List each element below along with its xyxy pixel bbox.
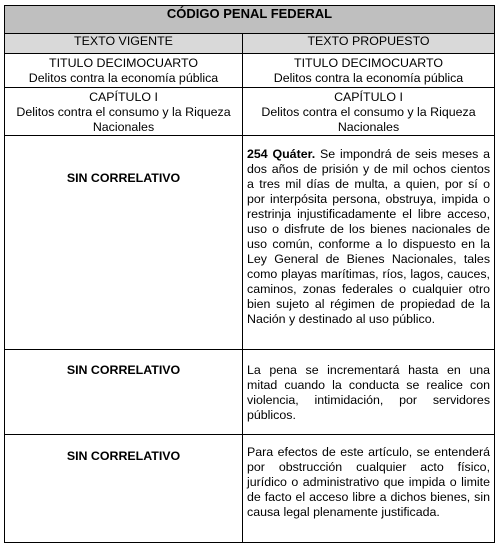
header-texto-vigente: TEXTO VIGENTE: [5, 34, 243, 54]
header-row: [5, 34, 495, 54]
capitulo-vigente-subheading: Delitos contra el consumo y la Riqueza Nacionales: [16, 105, 231, 134]
article-text: [247, 136, 490, 327]
titulo-vigente-cell: [5, 54, 243, 88]
table-row: [5, 350, 495, 435]
propuesto-cell: [243, 350, 495, 435]
comparison-table: [4, 5, 495, 543]
article-body: Se impondrá de seis meses a dos años de prisión y de mil ochos cientos a tres mil días de multa, a quien, por sí o por interpósita persona, obstruya, impida o restrinja injustificadamente el libre acceso, uso o disfrute de los bienes nacionales de uso común, conforme a lo dispuesto en la Ley General de Bienes Nacionales, tales como playas marítimas, ríos, lagos, cauces, caminos, zonas federales o cualquier otro bien sujeto al régimen de propiedad de la Nación y destinado al uso público.: [247, 147, 491, 326]
vigente-cell: [5, 435, 243, 543]
article-number: 254 Quáter.: [247, 147, 316, 161]
titulo-row: [5, 54, 495, 88]
capitulo-propuesto-heading: CAPÍTULO I: [334, 90, 403, 104]
table-title: CÓDIGO PENAL FEDERAL: [5, 6, 495, 34]
paragraph-text: Para efectos de este artículo, se entenderá por obstrucción cualquier acto físico, jurídico o administrativo que impida o limite de facto el acceso libre a dichos bienes, sin causa legal plenamente justificada.: [247, 445, 491, 519]
paragraph-text: La pena se incrementará hasta en una mitad cuando la conducta se realice con violencia, intimidación, por servidores públicos.: [247, 363, 491, 422]
capitulo-propuesto-cell: [243, 88, 495, 136]
table-row: [5, 435, 495, 543]
titulo-vigente-heading: TITULO DECIMOCUARTO: [49, 56, 198, 70]
titulo-propuesto-heading: TITULO DECIMOCUARTO: [294, 56, 443, 70]
table-row: [5, 136, 495, 350]
title-row: [5, 6, 495, 34]
sin-correlativo-label: SIN CORRELATIVO: [66, 449, 181, 463]
header-texto-propuesto: TEXTO PROPUESTO: [243, 34, 495, 54]
titulo-propuesto-cell: [243, 54, 495, 88]
vigente-cell: [5, 136, 243, 350]
capitulo-propuesto-subheading: Delitos contra el consumo y la Riqueza Nacionales: [261, 105, 476, 134]
titulo-propuesto-subheading: Delitos contra la economía pública: [273, 71, 464, 85]
sin-correlativo-label: SIN CORRELATIVO: [66, 171, 181, 185]
capitulo-vigente-cell: [5, 88, 243, 136]
titulo-vigente-subheading: Delitos contra la economía pública: [28, 71, 219, 85]
capitulo-row: [5, 88, 495, 136]
capitulo-vigente-heading: CAPÍTULO I: [89, 90, 158, 104]
vigente-cell: [5, 350, 243, 435]
propuesto-cell: [243, 136, 495, 350]
sin-correlativo-label: SIN CORRELATIVO: [66, 363, 181, 377]
propuesto-cell: [243, 435, 495, 543]
